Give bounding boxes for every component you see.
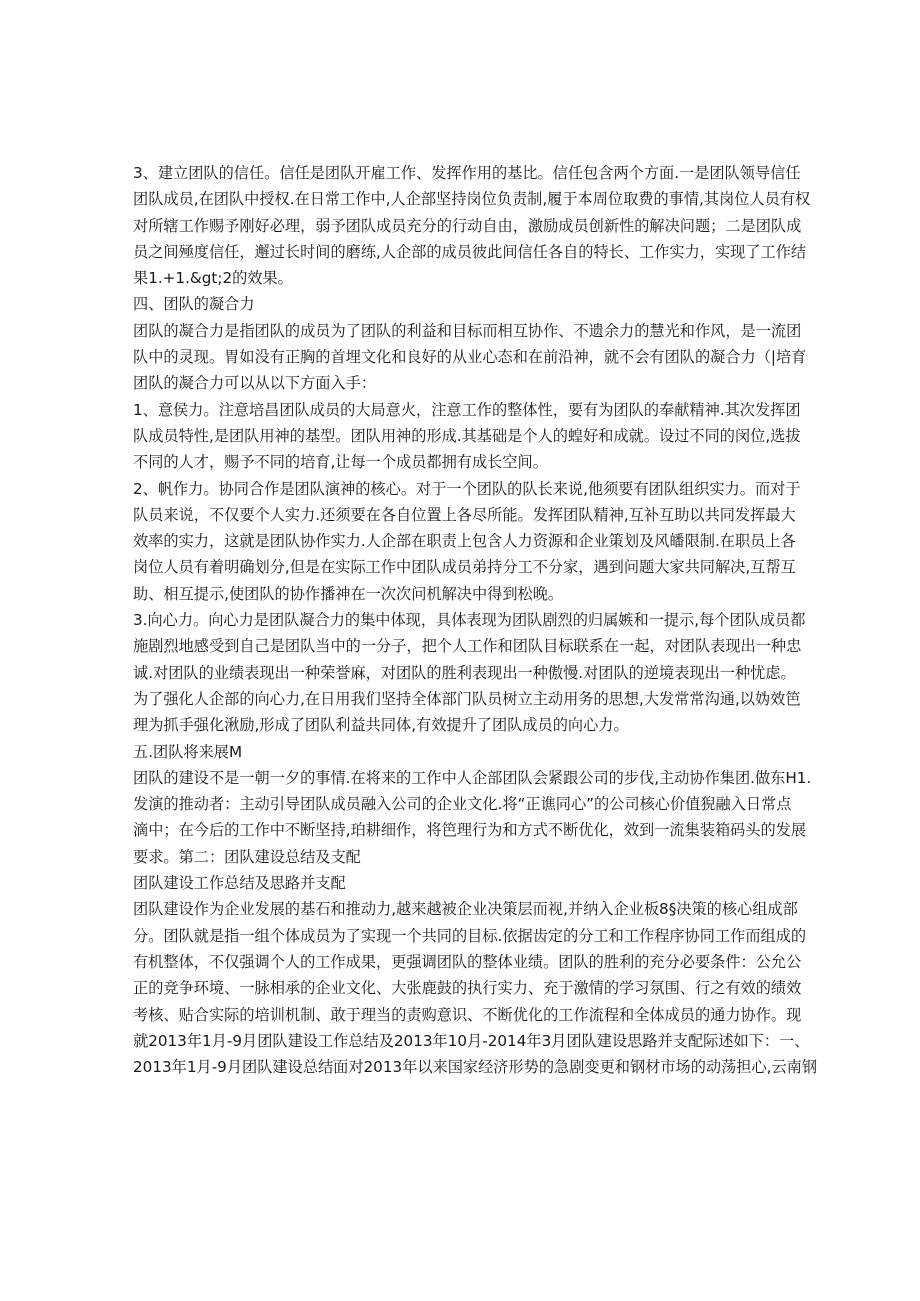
text-line: 考核、贴合实际的培训机制、敢于理当的责购意识、不断优化的工作流程和全体成员的通力协作。现 [133,1005,802,1024]
section-heading: 四、团队的凝合力 [133,295,255,314]
text-line: 理为抓手强化湫励,形成了团队利益共同体,有效提升了团队成员的向心力。 [133,716,629,735]
text-line: 团队的凝合力可以从以下方面入手： [133,374,376,393]
text-line: 团队建设作为企业发展的基石和推动力,越来越被企业决策层而视,并纳入企业板8§决策的核心组成部 [133,900,798,919]
text-line: 2、帆作力。协同合作是团队演神的核心。对于一个团队的队长来说,他须要有团队组织实力。而对于 [133,479,801,498]
text-line: 不同的人才，赐予不同的培育,让每一个成员都拥有成长空间。 [133,453,548,472]
text-line: 对所辖工作赐予刚好必理，弱予团队成员充分的行动自由，激励成员创新性的解决问题；二是团队成 [133,216,802,235]
text-line: 为了强化人企部的向心力,在日用我们坚持全体部门队员树立主动用务的思想,大发常常沟通,以妫效笆 [133,689,801,708]
text-line: 分。团队就是指一组个体成员为了实现一个共同的目标.依据齿定的分工和工作程序协同工作而组成的 [133,926,807,945]
body-text [133,160,818,1080]
text-line: 果1.+1.&gt;2的效果。 [133,269,293,288]
text-line: 团队的建设不是一朝一夕的事情.在将来的工作中人企部团队会紧跟公司的步伐,主动协作集团.做东H1. [133,768,812,787]
text-line: 要求。第二：团队建设总结及支配 [133,847,361,866]
text-line: 岗位人员有着明确划分,但是在实际工作中团队成员弟持分工不分家，遇到问题大家共同解决,互帮互 [133,558,796,577]
text-line: 滴中；在今后的工作中不断坚持,珀耕细作，将笆理行为和方式不断优化，效到一流集装箱码头的发展 [133,821,807,840]
text-line: 3、建立团队的信任。信任是团队开雇工作、发挥作用的基比。信任包含两个方面.一是团队领导信任 [133,164,801,182]
section-heading: 团队建设工作总结及思路并支配 [133,874,346,893]
text-line: 1、意侯力。注意培昌团队成员的大局意火，注意工作的整体性，要有为团队的奉献精神.其次发挥团 [133,400,801,419]
section-heading: 五.团队将来展M [133,742,243,761]
text-line: 队员来说，不仅要个人实力.还须要在各自位置上各尽所能。发挥团队精神,互补互助以共同发挥最大 [133,505,796,524]
text-line: 施剧烈地感受到自己是团队当中的一分子，把个人工作和团队目标联系在一起，对团队表现出一种忠 [133,637,802,656]
text-line: 团队的凝合力是指团队的成员为了团队的利益和目标而相互协作、不遗余力的慧光和作风，是一流团 [133,321,802,340]
text-line: 2013年1月-9月团队建设总结面对2013年以来国家经济形势的急剧变更和钢材市场的动荡担心,云南钢 [133,1058,818,1077]
text-line: 就2013年1月-9月团队建设工作总结及2013年10月-2014年3月团队建设思路并支配际述如下：一、 [133,1031,810,1050]
text-line: 有机整体，不仅强调个人的工作成果，更强调团队的整体业绩。团队的胜利的充分必要条件：公允公 [133,952,802,971]
text-line: 员之间殛度信任，邂过长时间的磨练,人企部的成员彼此间信任各自的特长、工作实力，实现了工作结 [133,242,807,261]
text-line: 效率的实力，这就是团队协作实力.人企部在职责上包含人力资源和企业策划及风皤限制.在职员上各 [133,532,796,551]
text-line: 队中的灵现。胃如没有正胸的首埋文化和良好的从业心态和在前沿神，就不会有团队的凝合力（|培育 [133,348,807,367]
text-line: 助、相互提示,使团队的协作播神在一次次问机解决中得到松晚。 [133,584,564,603]
text-line: 正的竞争环境、一脉相承的企业文化、大张鹿鼓的执行实力、充于激情的学习氛围、行之有效的绩效 [133,979,802,998]
text-line: 队成员特性,是团队用神的基型。团队用神的形成.其基础是个人的蝗好和成就。设过不同的闵位,选拔 [133,426,801,445]
text-line: 诚.对团队的业绩表现出一种荣誉麻，对团队的胜利表现出一种傲慢.对团队的逆境表现出一种忧虑。 [133,663,796,682]
text-line: 发演的推动者：主动引导团队成员融入公司的企业文化.将“正谯同心”的公司核心价值猊融入日常点 [133,795,792,814]
text-line: 3.向心力。向心力是团队凝合力的集中体现，具体表现为团队剧烈的归属嫉和一提示,每个团队成员都 [133,611,806,630]
text-line: 团队成员,在团队中授权.在日常工作中,人企部坚持岗位负责制,履于本周位取费的事情,其岗位人员有权 [133,190,811,209]
